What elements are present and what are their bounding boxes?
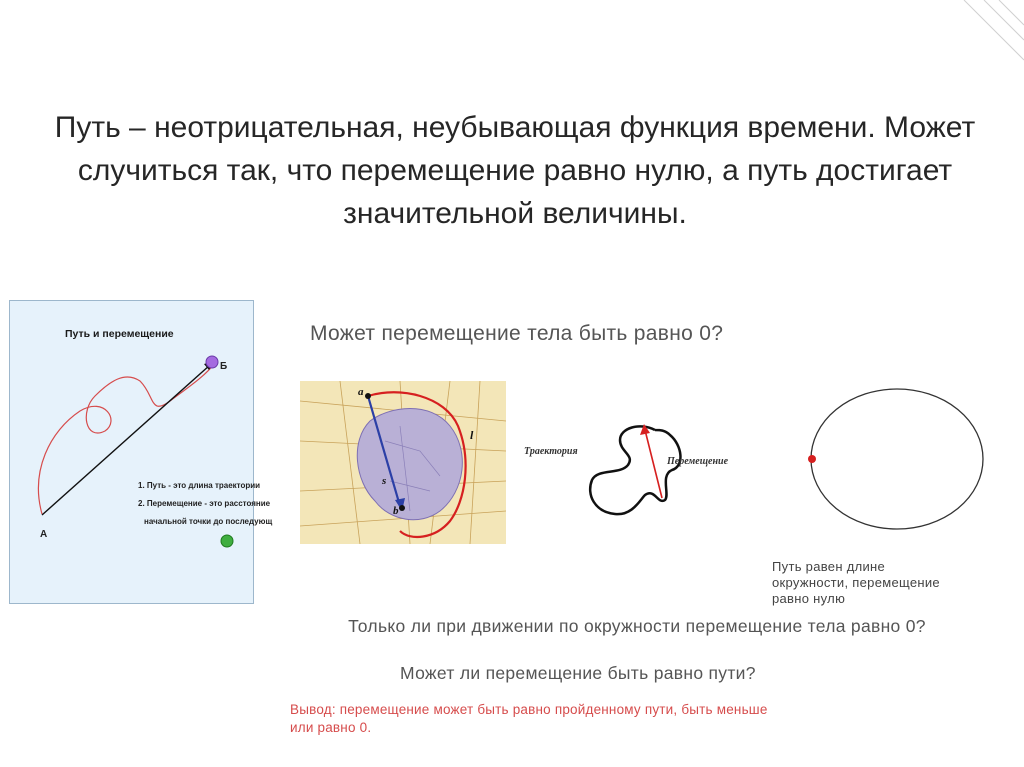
question-heading: Может перемещение тела быть равно 0?	[310, 322, 724, 345]
panel-note-2: 2. Перемещение - это расстояние	[138, 499, 271, 508]
circle-note-line1: Путь равен длине	[772, 559, 886, 574]
circle-note-line3: равно нулю	[772, 591, 846, 606]
circle-note	[772, 559, 940, 607]
city-map-illustration	[300, 381, 506, 544]
map-label-l: l	[470, 428, 474, 442]
conclusion-line1: Вывод: перемещение может быть равно пройденному пути, быть меньше	[290, 702, 768, 717]
squiggle-trajectory	[590, 426, 680, 514]
panel-note-1: 1. Путь - это длина траектории	[138, 481, 261, 490]
map-label-b: b	[393, 505, 399, 517]
path-displacement-panel	[9, 300, 273, 604]
squiggle-displacement-arrow	[645, 430, 662, 498]
start-point-marker	[808, 455, 816, 463]
panel-title: Путь и перемещение	[65, 328, 174, 340]
circle-figure	[800, 386, 990, 536]
question-equal-path: Может ли перемещение быть равно пути?	[400, 663, 756, 683]
panel-notes	[138, 477, 272, 531]
point-a-label: А	[40, 529, 48, 540]
point-b-marker	[206, 356, 218, 368]
conclusion	[290, 701, 768, 737]
displacement-label: Перемещение	[667, 456, 729, 467]
map-label-s: s	[382, 475, 387, 487]
circular-trajectory	[811, 389, 983, 529]
green-button-icon	[221, 535, 233, 547]
slide-title: Путь – неотрицательная, неубывающая функция времени. Может случиться так, что перемещение равно нулю, а путь достигает значительной величины.	[54, 111, 976, 230]
map-label-a: a	[358, 386, 364, 398]
conclusion-line2: или равно 0.	[290, 720, 372, 735]
panel-note-3: начальной точки до последующ	[144, 517, 273, 526]
point-b-label: Б	[220, 361, 228, 372]
trajectory-label: Траектория	[524, 446, 578, 457]
circle-note-line2: окружности, перемещение	[772, 575, 940, 590]
corner-decoration	[904, 0, 1024, 80]
path-displacement-diagram	[10, 301, 255, 605]
trajectory-figure	[520, 400, 780, 530]
question-circle-only: Только ли при движении по окружности перемещение тела равно 0?	[348, 616, 926, 636]
